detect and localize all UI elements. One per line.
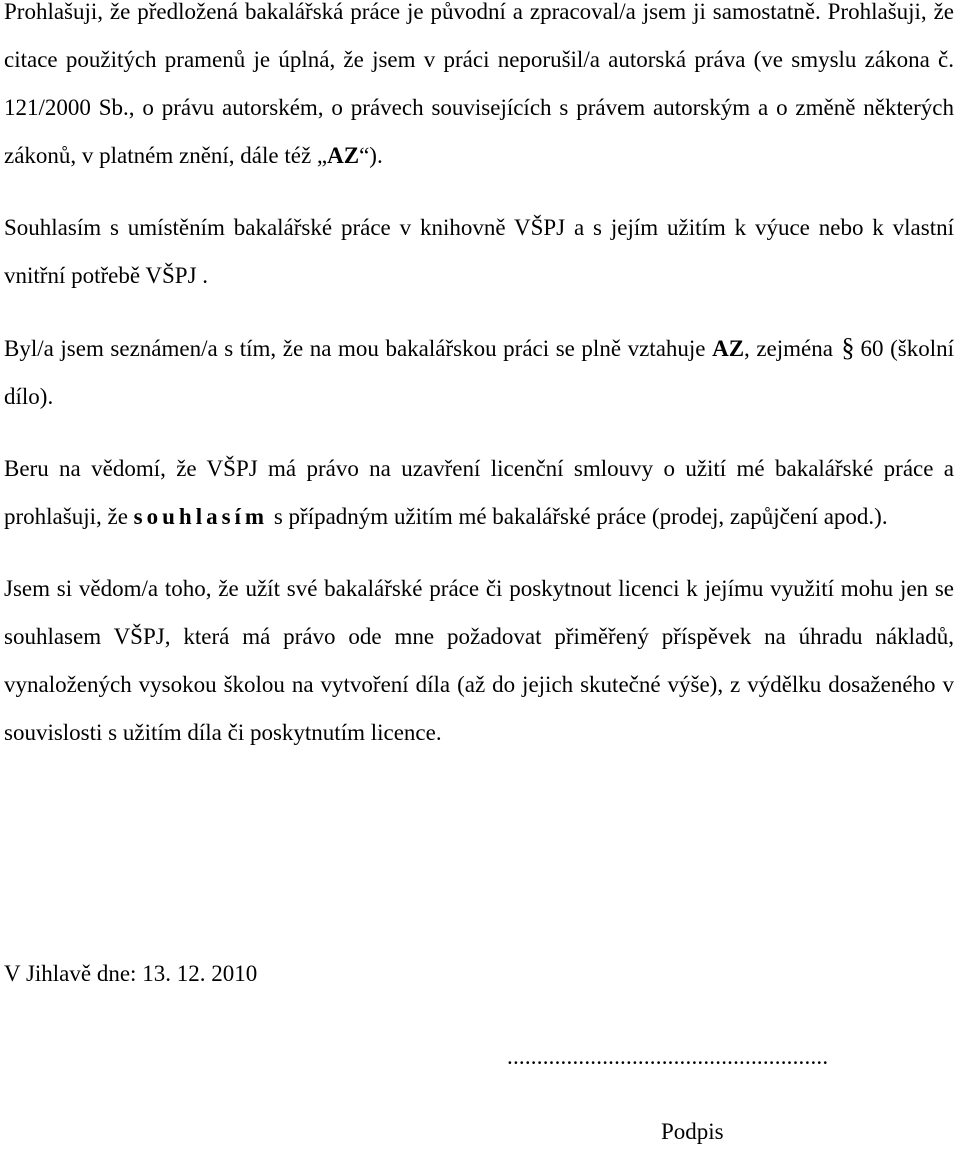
paragraph-usage-terms: Jsem si vědom/a toho, že užít své bakalářské práce či poskytnout licenci k jejímu využití mohu jen se souhlasem VŠPJ, která má právo ode mne požadovat přiměřený příspěvek na úhradu nákladů, vynaložených vysokou školou na vytvoření díla (až do jejich skutečné výše), z výdělku dosaženého v souvislosti s užitím díla či poskytnutím licence. xyxy=(4,576,954,745)
school-work-text: Byl/a jsem seznámen/a s tím, že na mou bakalářskou práci se plně vztahuje xyxy=(4,336,713,361)
originality-text-end: “). xyxy=(359,143,383,168)
school-work-text-end: 60 (školní dílo). xyxy=(4,336,955,409)
signature-line: ...................................................... xyxy=(507,1044,829,1069)
paragraph-school-work xyxy=(4,324,954,421)
signature-label: Podpis xyxy=(661,1119,724,1144)
license-text-end: s případným užitím mé bakalářské práce (prodej, zapůjčení apod.). xyxy=(268,504,888,529)
place-date-line: V Jihlavě dne: 13. 12. 2010 xyxy=(4,961,258,986)
school-work-text-mid: , zejména xyxy=(744,336,840,361)
paragraph-library-consent: Souhlasím s umístěním bakalářské práce v knihovně VŠPJ a s jejím užitím k výuce nebo k vlastní vnitřní potřebě VŠPJ . xyxy=(4,215,954,288)
az-abbreviation: AZ xyxy=(712,336,745,361)
paragraph-license xyxy=(4,445,954,541)
paragraph-originality xyxy=(4,0,954,180)
originality-text: Prohlašuji, že předložená bakalářská práce je původní a zpracoval/a jsem ji samostatně. Prohlašuji, že citace použitých pramenů je úplná, že jsem v práci neporušil/a autorská práva (ve smyslu zákona č. 121/2000 Sb., o právu autorském, o právech souvisejících s právem autorským a o změně některých zákonů, v platném znění, dále též „ xyxy=(4,0,954,168)
az-abbreviation: AZ xyxy=(327,143,360,168)
license-text: Beru na vědomí, že VŠPJ má právo na uzavření licenční smlouvy o užití mé bakalářské práce a prohlašuji, že xyxy=(4,456,954,529)
consent-emphasis: souhlasím xyxy=(133,504,269,529)
declaration-text xyxy=(4,0,954,757)
section-sign: § xyxy=(841,333,855,362)
